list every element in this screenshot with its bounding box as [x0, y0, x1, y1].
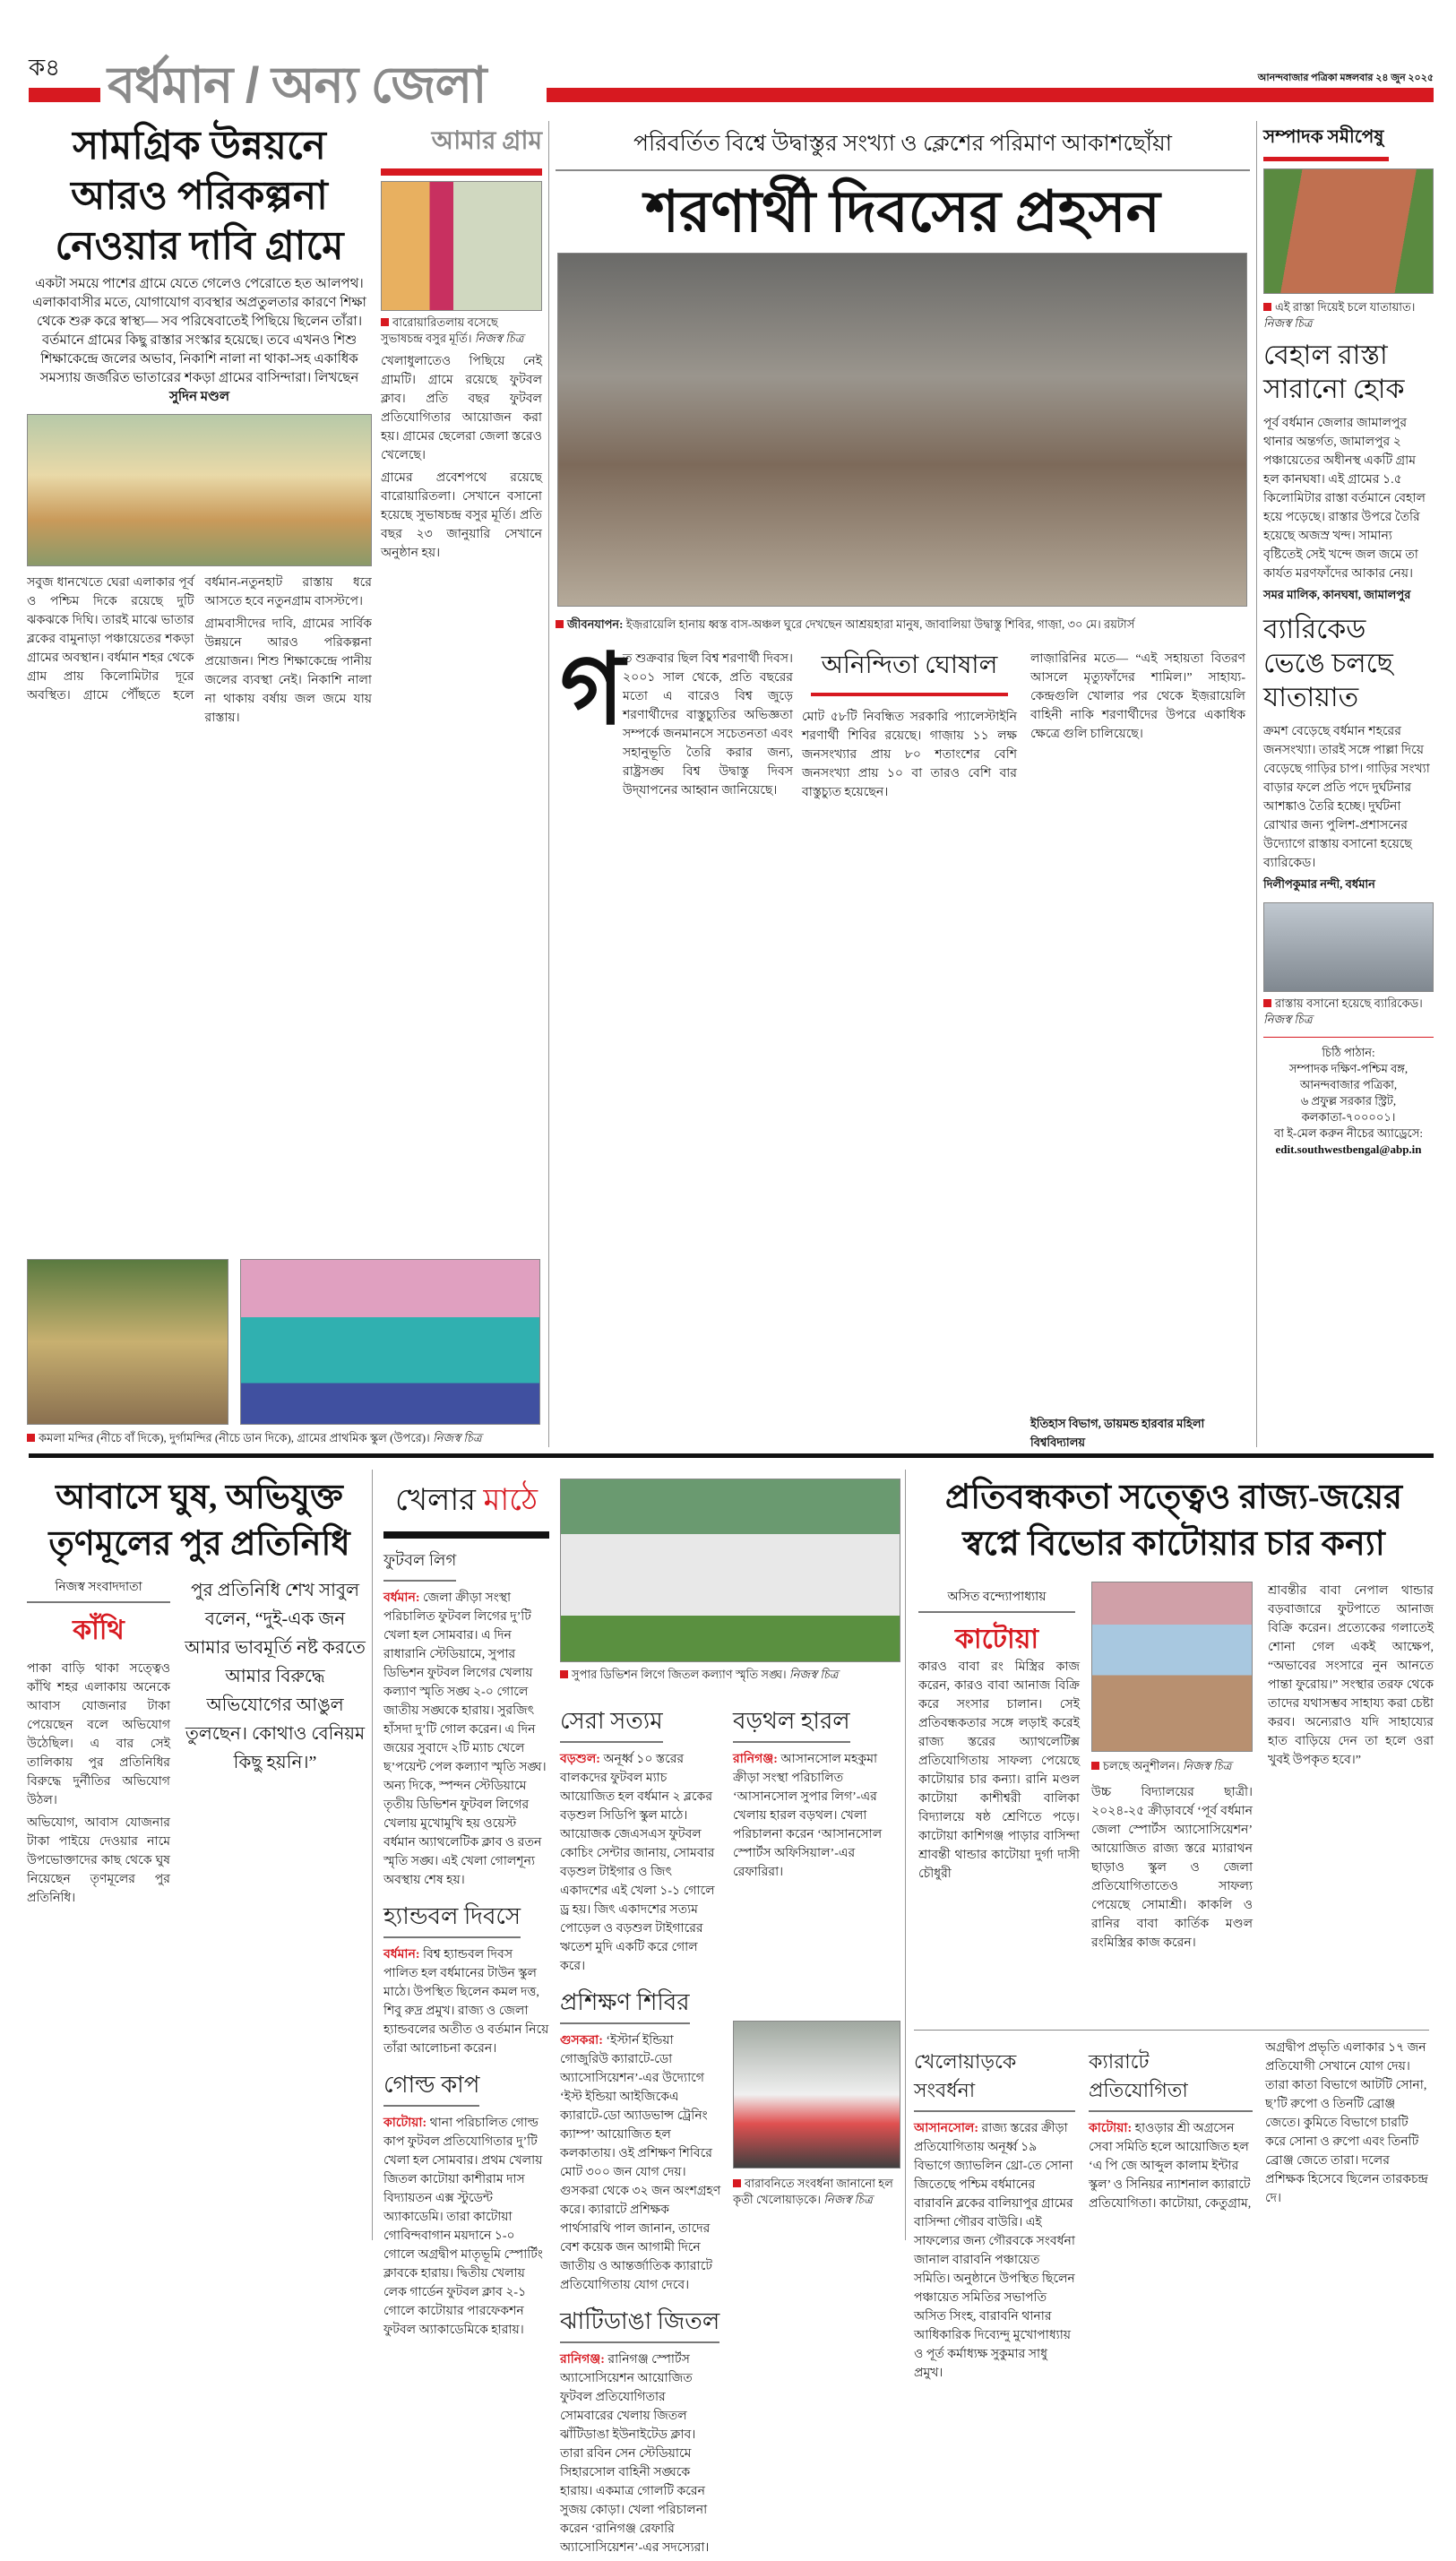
amar-gram-column [381, 121, 542, 566]
header-rule-left [29, 88, 100, 102]
katwa-col1: কারও বাবা রং মিস্ত্রির কাজ করেন, কারও বাবা আনাজ বিক্রি করে সংসার চালান। সেই প্রতিবন্ধকতার সঙ্গে লড়াই করেই রাজ্য স্তরের অ্যাথলেটিক্স প্রতিযোগিতায় সাফল্য পেয়েছে কাটোয়ার চার কন্যা। রানি মণ্ডল কাটোয়া কাশীশ্বরী বালিকা বিদ্যালয়ে ষষ্ঠ শ্রেণিতে পড়ে। কাটোয়া কাশিগঞ্জ পাড়ার বাসিন্দা শ্রাবন্তী থান্ডার কাটোয়া দুর্গা দাসী চৌধুরী [918, 1660, 1080, 1881]
email-link[interactable]: edit.southwestbengal@abp.in [1275, 1143, 1422, 1156]
katwa-box-rule [914, 2030, 1429, 2031]
athletes-caption: চলছে অনুশীলন। নিজস্ব চিত্র [1091, 1758, 1253, 1774]
bribe-place: কাঁথি [73, 1616, 125, 1645]
divider [905, 1470, 906, 2240]
village-story [27, 121, 372, 1290]
felicitation-photo [733, 2021, 900, 2169]
athletes-photo [1091, 1582, 1253, 1752]
bribe-story [27, 1474, 372, 1911]
amar-gram-body: খেলাধুলাতেও পিছিয়ে নেই গ্রামটি। গ্রামে রয়েছে ফুটবল ক্লাব। প্রতি বছর ফুটবল প্রতিযোগিতার আয়োজন করা হয়। গ্রামের ছেলেরা জেলা স্তরেও খেলেছে। গ্রামের প্রবেশপথে রয়েছে বারোয়ারিতলা। সেখানে বসানো হয়েছে সুভাষচন্দ্র বসুর মূর্তি। প্রতি বছর ২৩ জানুয়ারি সেখানে অনুষ্ঠান হয়। [381, 355, 542, 560]
barricade-photo [1263, 902, 1434, 992]
dropcap: গ [560, 635, 625, 745]
katwa-place: কাটোয়া [954, 1625, 1039, 1654]
muddy-road-photo [1263, 168, 1434, 294]
label-rule [1263, 157, 1389, 161]
football-team-photo [560, 1479, 900, 1662]
katwa-headline: প্রতিবন্ধকতা সত্ত্বেও রাজ্য-জয়ের স্বপ্নে বিভোর কাটোয়ার চার কন্যা [944, 1479, 1403, 1563]
letters-label: সম্পাদক সমীপেষু [1263, 127, 1384, 147]
letter-body: ক্রমশ বেড়েছে বর্ধমান শহরের জনসংখ্যা। তারই সঙ্গে পাল্লা দিয়ে বেড়েছে গাড়ির চাপ। গাড়ির সংখ্যা বাড়ার ফলে প্রতি পদে দুর্ঘটনার আশঙ্কাও তৈরি হচ্ছে। দুর্ঘটনা রোখার জন্য পুলিশ-প্রশাসনের উদ্যোগে রাস্তায় বসানো হয়েছে ব্যারিকেড। [1263, 725, 1430, 870]
barricade-caption: রাস্তায় বসানো হয়েছে ব্যারিকেড। নিজস্ব চিত্র [1263, 996, 1434, 1028]
header-rule-right [547, 88, 1434, 102]
refugee-col1: ত শুক্রবার ছিল বিশ্ব শরণার্থী দিবস। ২০০১ সাল থেকে, প্রতি বছরের মতো এ বারেও বিশ্ব জুড়ে শরণার্থীদের বাস্তুচ্যুতির অভিজ্ঞতা সম্পর্কে জনমানসে সচেতনতা এবং সহানুভূতি তৈরি করার জন্য, রাষ্ট্রসঙ্ঘ বিশ্ব উদ্বাস্তু দিবস উদ্‌যাপনের আহ্বান জানিয়েছে। [623, 652, 793, 798]
kamala-temple-photo [27, 1259, 228, 1425]
letter-body: পূর্ব বর্ধমান জেলার জামালপুর থানার অন্তর্গত, জামালপুর ২ পঞ্চায়েতের অধীনস্থ একটি গ্রাম হল কানঘষা। এই গ্রামের ১.৫ কিলোমিটার রাস্তা বর্তমানে বেহাল হয়ে পড়েছে। রাস্তার উপরে তৈরি হয়েছে অজস্র খন্দ। সামান্য বৃষ্টিতেই সেই খন্দে জল জমে তা কার্যত মরণফাঁদের আকার নেয়। [1263, 417, 1426, 581]
divider [372, 1470, 373, 2240]
divider [548, 121, 549, 1447]
gaza-caption: জীবনযাপন: ইজ়রায়েলি হানায় ধ্বস্ত বাস-অঞ্চল ঘুরে দেখছেন আশ্রয়হারা মানুষ, জাবালিয়া উদ্বাস্তু শিবির, গাজ়া, ৩০ মে। রয়টার্স [556, 617, 1250, 633]
sports-col3: বড়থল হারল রানিগঞ্জ: আসানসোল মহকুমা ক্রীড়া সংস্থা পরিচালিত ‘আসানসোল সুপার লিগ’-এর খেলায় হারল বড়থল। খেলা পরিচালনা করেন ‘আসানসোল স্পোর্টস অফিসিয়াল’-এর রেফারিরা। [733, 1708, 883, 1879]
bribe-pullquote: পুর প্রতিনিধি শেখ সাবুল বলেন, “দুই-এক জন আমার ভাবমূর্তি নষ্ট করতে আমার বিরুদ্ধে অভিযোগের আঙুল তুলছেন। কোথাও বেনিয়ম কিছু হয়নি।” [185, 1581, 366, 1772]
gaza-photo [557, 253, 1247, 607]
amar-gram-caption: বারোয়ারিতলায় বসেছে সুভাষচন্দ্র বসুর মূর্তি। নিজস্ব চিত্র [381, 315, 542, 347]
bribe-byline: নিজস্ব সংবাদদাতা [27, 1576, 170, 1603]
divider [1256, 121, 1257, 1447]
letters-column [1263, 124, 1434, 1158]
village-deck: একটা সময়ে পাশের গ্রামে যেতে গেলেও পেরোতে হত আলপথ। এলাকাবাসীর মতে, যোগাযোগ ব্যবস্থার অপ্রতুলতার কারণে শিক্ষা থেকে শুরু করে স্বাস্থ্য— সব পরিষেবাতেই পিছিয়ে ছিলেন তাঁরা। বর্তমানে গ্রামের কিছু রাস্তার সংস্কার হয়েছে। তবে এখনও শিশু শিক্ষাকেন্দ্রে জলের অভাব, নিকাশি নালা না থাকা-সহ একাধিক সমস্যায় জর্জরিত ভাতারের শকড়া গ্রামের বাসিন্দারা। লিখছেন সুদিন মণ্ডল [32, 277, 366, 404]
sports-col1: ফুটবল লিগ বর্ধমান: জেলা ক্রীড়া সংস্থা পরিচালিত ফুটবল লিগের দু’টি খেলা হল সোমবার। এ দিন রাধারানি স্টেডিয়ামে, সুপার ডিভিশন ফুটবল লিগের খেলায় কল্যাণ স্মৃতি সঙ্ঘ ২-০ গোলে জাতীয় সঙ্ঘকে হারায়। সুরজিৎ হাঁসদা দু’টি গোল করেন। এ দিন জয়ের সুবাদে ২টি ম্যাচ খেলে ছ’পয়েন্ট পেল কল্যাণ স্মৃতি সঙ্ঘ। অন্য দিকে, স্পন্দন স্টেডিয়ামে তৃতীয় ডিভিশন ফুটবল লিগের খেলায় মুখোমুখি হয় ওয়েস্ট বর্ধমান অ্যাথলেটিক ক্লাব ও রতন স্মৃতি সঙ্ঘ। এই খেলা গোলশূন্য অবস্থায় শেষ হয়। হ্যান্ডবল দিবসে বর্ধমান: বিশ্ব হ্যান্ডবল দিবস পালিত হল বর্ধমানের টাউন স্কুল মাঠে। উপস্থিত ছিলেন কমল দত্ত, শিবু রুদ্র প্রমুখ। রাজ্য ও জেলা হ্যান্ডবলের অতীত ও বর্তমান নিয়ে তাঁরা আলোচনা করেন। গোল্ড কাপ কাটোয়া: থানা পরিচালিত গোল্ড কাপ ফুটবল প্রতিযোগিতার দু’টি খেলা হল সোমবার। প্রথম খেলায় জিতল কাটোয়া কাশীরাম দাস বিদ্যায়তন এক্স স্টুডেন্ট অ্যাকাডেমি। তারা কাটোয়া গোবিন্দবাগান ময়দানে ১-০ গোলে অগ্রদ্বীপ মাতৃভূমি স্পোর্টিং ক্লাবকে হারায়। দ্বিতীয় খেলায় লেক গার্ডেন ফুটবল ক্লাব ২-১ গোলে কাটোয়ার পারফেকশন ফুটবল অ্যাকাডেমিকে হারায়। [383, 1537, 549, 2343]
road-caption: এই রাস্তা দিয়েই চলে যাতায়াত। নিজস্ব চিত্র [1263, 299, 1434, 332]
label-rule [381, 168, 542, 176]
bribe-body: পাকা বাড়ি থাকা সত্ত্বেও কাঁথি শহর এলাকায় অনেকে আবাস যোজনার টাকা পেয়েছেন বলে অভিযোগ উঠেছিল। এ বার সেই তালিকায় পুর প্রতিনিধির বিরুদ্ধে দুর্নীতির অভিযোগ উঠল। অভিযোগ, আবাস যোজনার টাকা পাইয়ে দেওয়ার নামে উপভোক্তাদের কাছ থেকে ঘুষ নিয়েছেন তৃণমূলের পুর প্রতিনিধি। [27, 1662, 170, 1905]
bottom-right-col1: খেলোয়াড়কে সংবর্ধনা আসানসোল: রাজ্য স্তরের ক্রীড়া প্রতিযোগিতায় অনূর্ধ্ব ১৯ বিভাগে জ্যাভলিন থ্রো-তে সোনা জিতেছে পশ্চিম বর্ধমানের বারাবনি ব্লকের বালিয়াপুর গ্রামের বাসিন্দা গৌরব বাউরি। এই সাফল্যের জন্য গৌরবকে সংবর্ধনা জানাল বারাবনি পঞ্চায়েত সমিতি। অনুষ্ঠানে উপস্থিত ছিলেন পঞ্চায়েত সমিতির সভাপতি অসিত সিংহ, বারাবনি থানার আধিকারিক দিব্যেন্দু মুখোপাধ্যায় ও পূর্ত কর্মাধ্যক্ষ সুকুমার সাধু প্রমুখ। [914, 2039, 1075, 2386]
village-headline: সামগ্রিক উন্নয়নে আরও পরিকল্পনা নেওয়ার দাবি গ্রামে [55, 124, 344, 268]
letters-address: চিঠি পাঠান: সম্পাদক দক্ষিণ-পশ্চিম বঙ্গ, আনন্দবাজার পত্রিকা, ৬ প্রফুল্ল সরকার স্ট্রিট, কলকাতা-৭০০০০১। বা ই-মেল করুন নীচের অ্যাড্রেসে: edit.southwestbengal@abp.in [1263, 1037, 1434, 1158]
school-photo [27, 414, 372, 566]
durga-temple-photo [240, 1259, 540, 1425]
dateline: আনন্দবাজার পত্রিকা মঙ্গলবার ২৪ জুন ২০২৫ [1257, 73, 1434, 83]
refugee-affiliation: ইতিহাস বিভাগ, ডায়মন্ড হারবার মহিলা বিশ্ববিদ্যালয় [1030, 1417, 1205, 1449]
football-caption: সুপার ডিভিশন লিগে জিতল কল্যাণ স্মৃতি সঙ্ঘ। নিজস্ব চিত্র [560, 1667, 900, 1683]
section-separator [29, 1453, 1434, 1458]
refugee-col2: মোট ৫৮টি নিবন্ধিত সরকারি প্যালেস্টাইনি শরণার্থী শিবির রয়েছে। গাজ়ায় ১১ লক্ষ জনসংখ্যার প্রায় ৮০ শতাংশের বেশি জনসংখ্যা প্রায় ১০ বা তারও বেশি বার বাস্তুচ্যুত হয়েছেন। [802, 711, 1017, 799]
letter-signature: সমর মালিক, কানঘষা, জামালপুর [1263, 588, 1411, 601]
temple-caption: কমলা মন্দির (নীচে বাঁ দিকে), দুর্গামন্দির (নীচে ডান দিকে), গ্রামের প্রাথমিক স্কুল (উপরে)। নিজস্ব চিত্র [27, 1430, 547, 1446]
letter-title: বেহাল রাস্তা সারানো হোক [1263, 341, 1405, 404]
felicitation-caption: বারাবনিতে সংবর্ধনা জানানো হল কৃতী খেলোয়াড়কে। নিজস্ব চিত্র [733, 2176, 900, 2208]
village-body: সবুজ ধানখেতে ঘেরা এলাকার পূর্ব ও পশ্চিম দিকে রয়েছে দুটি ঝকঝকে দিঘি। তারই মাঝে ভাতার ব্লকের বামুনাড়া পঞ্চায়েতের শকড়া গ্রামের অবস্থান। বর্ধমান শহর থেকে গ্রাম প্রায় কিলোমিটার দূরে অবস্থিত। গ্রামে পৌঁছতে হলে বর্ধমান-নতুনহাট রাস্তায় ধরে আসতে হবে নতুনগ্রাম বাসস্টপে। গ্রামবাসীদের দাবি, গ্রামের সার্বিক উন্নয়নে আরও পরিকল্পনা প্রয়োজন। শিশু শিক্ষাকেন্দ্রে পানীয় জলের ব্যবস্থা নেই। নিকাশি নালা না থাকায় বর্ষায় জল জমে যায় রাস্তায়। [27, 576, 372, 725]
refugee-author: অনিন্দিতা ঘোষাল [811, 645, 1008, 696]
page-number: ক৪ [29, 55, 61, 81]
letter-title: ব্যারিকেড ভেঙে চলছে যাতায়াত [1263, 615, 1393, 712]
letter-signature: দিলীপকুমার নন্দী, বর্ধমান [1263, 877, 1375, 891]
section-title: বর্ধমান / অন্য জেলা [108, 56, 487, 113]
refugee-kicker: পরিবর্তিত বিশ্বে উদ্বাস্তুর সংখ্যা ও ক্লেশের পরিমাণ আকাশছোঁয়া [556, 125, 1250, 171]
bottom-right-col2: ক্যারাটে প্রতিযোগিতা কাটোয়া: হাওড়ার শ্রী অগ্রসেন সেবা সমিতি হলে আয়োজিত হল ‘এ পি জে আব্দুল কালাম ইন্টার স্কুল’ ও সিনিয়র ন্যাশনাল ক্যারাটে প্রতিযোগিতা। কাটোয়া, কেতুগ্রাম, অগ্রদ্বীপ প্রভৃতি এলাকার ১৭ জন প্রতিযোগী সেখানে যোগ দেয়। তারা কাতা বিভাগে আটটি সোনা, ছ’টি রুপো ও তিনটি ব্রোঞ্জ জেতে। কুমিতে বিভাগে চারটি করে সোনা ও রুপো এবং তিনটি ব্রোঞ্জ জেতে তারা। দলের প্রশিক্ষক হিসেবে ছিলেন তারকচন্দ্র দে। [1089, 2041, 1428, 2211]
bribe-headline: আবাসে ঘুষ, অভিযুক্ত তৃণমূলের পুর প্রতিনিধি [48, 1479, 350, 1563]
sports-label: খেলার মাঠে [383, 1477, 549, 1539]
amar-gram-label: আমার গ্রাম [431, 127, 542, 155]
katwa-col2: উচ্চ বিদ্যালয়ের ছাত্রী। ২০২৪-২৫ ক্রীড়াবর্ষে ‘পূর্ব বর্ধমান জেলা স্পোর্টস অ্যাসোসিয়েশন’ আয়োজিত রাজ্য স্তরে ম্যারাথন ছাড়াও স্কুল ও জেলা প্রতিযোগিতাতেও সাফল্য পেয়েছে সোমাশ্রী। কাকলি ও রানির বাবা কার্তিক মণ্ডল রংমিস্ত্রির কাজ করেন। [1091, 1786, 1253, 1950]
netaji-statue-photo [381, 181, 542, 311]
sports-col2: সেরা সত্যম বড়শুল: অনূর্ধ্ব ১০ স্তরের বালকদের ফুটবল ম্যাচ আয়োজিত হল বর্ধমান ২ ব্লকের বড়শুল সিডিপি স্কুল মাঠে। আয়োজক জেএসএস ফুটবল কোচিং সেন্টার জানায়, সোমবার বড়শুল টাইগার ও জিৎ একাদশের এই খেলা ১-১ গোলে ড্র হয়। জিৎ একাদশের সত্যম পোড়েল ও বড়শুল টাইগারের ঋতেশ মুদি একটি করে গোল করে। প্রশিক্ষণ শিবির গুসকরা: ‘ইস্টার্ন ইন্ডিয়া গোজুরিউ ক্যারাটে-ডো অ্যাসোসিয়েশন’-এর উদ্যোগে ‘ইস্ট ইন্ডিয়া আইজিকেএ ক্যারাটে-ডো অ্যাডভান্স ট্রেনিং ক্যাম্প’ আয়োজিত হল কলকাতায়। ওই প্রশিক্ষণ শিবিরে মোট ৩০০ জন যোগ দেয়। গুসকরা থেকে ৩২ জন অংশগ্রহণ করে। ক্যারাটে প্রশিক্ষক পার্থসারথি পাল জানান, তাদের বেশ কয়েক জন আগামী দিনে জাতীয় ও আন্তর্জাতিক ক্যারাটে প্রতিযোগিতায় যোগ দেবে। ঝাটিডাঙা জিতল রানিগঞ্জ: রানিগঞ্জ স্পোর্টস অ্যাসোসিয়েশন আয়োজিত ফুটবল প্রতিযোগিতার সোমবারের খেলায় জিতল ঝাঁটিডাঙা ইউনাইটেড ক্লাব। তারা রবিন সেন স্টেডিয়ামে সিহারসোল বাহিনী সঙ্ঘকে হারায়। একমাত্র গোলটি করেন সুজয় কোড়া। খেলা পরিচালনা করেন ‘রানিগঞ্জ রেফারি অ্যাসোসিয়েশন’-এর সদস্যেরা। [560, 1708, 721, 2555]
refugee-headline: শরণার্থী দিবসের প্রহসন [645, 180, 1160, 244]
katwa-col3: শ্রাবন্তীর বাবা নেপাল থান্ডার বড়বাজারে ফুটপাতে আনাজ বিক্রি করেন। প্রত্যেকের গলাতেই শোনা গেল একই আক্ষেপ, “অভাবের সংসারে নুন আনতে পান্তা ফুরোয়।” সংস্থার তরফ থেকে তাদের যথাসম্ভব সাহায্য করা চেষ্টা করব। অন্যেরাও যদি সাহায্যের হাত বাড়িয়ে দেন তা হলে ওরা খুবই উপকৃত হবে।” [1268, 1584, 1434, 1767]
katwa-byline: অসিত বন্দ্যোপাধ্যায় [918, 1586, 1075, 1613]
refugee-col3: লাজ়ারিনির মতে— “এই সহায়তা বিতরণ আসলে মৃত্যুফাঁদের শামিল।” সাহায্য-কেন্দ্রগুলি খোলার পর থেকে ইজ়রায়েলি বাহিনী নাকি শরণার্থীদের উপরে একাধিক ক্ষেত্রে গুলি চালিয়েছে। [1030, 652, 1245, 741]
